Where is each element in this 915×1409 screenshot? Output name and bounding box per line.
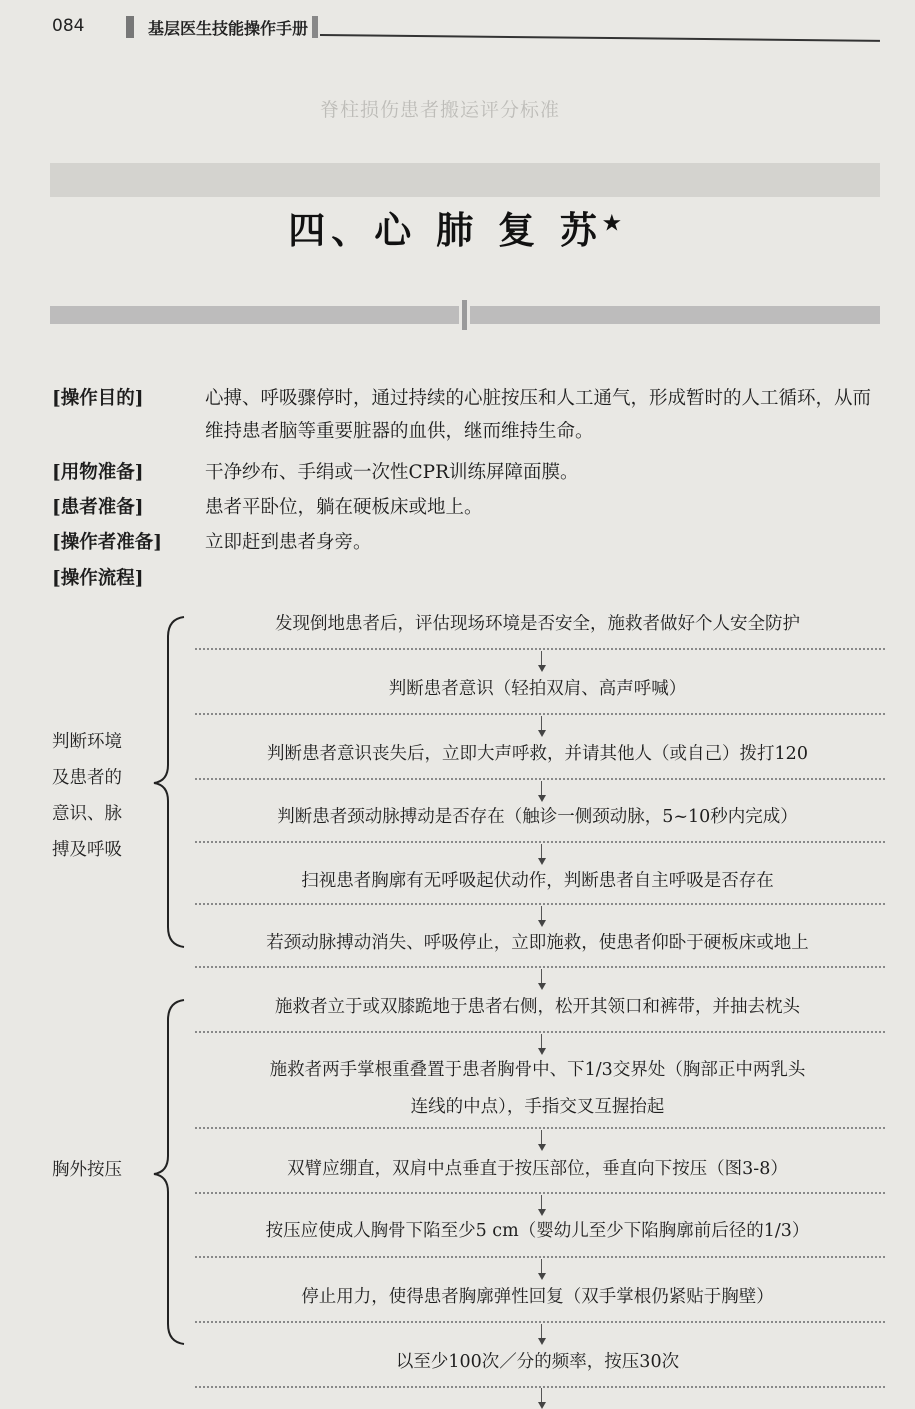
divider-notch (459, 300, 470, 330)
down-arrow-icon (538, 906, 546, 928)
flow-step: 按压应使成人胸骨下陷至少5 cm（婴幼儿至少下陷胸廓前后径的1/3） (265, 1221, 810, 1241)
field-text: 立即赶到患者身旁。 (205, 532, 372, 553)
flow-step: 发现倒地患者后，评估现场环境是否安全，施救者做好个人安全防护 (275, 614, 800, 634)
page-number: 084 (52, 16, 85, 36)
section-divider (50, 306, 880, 324)
down-arrow-icon (538, 716, 546, 738)
flow-step: 双臂应绷直，双肩中点垂直于按压部位，垂直向下按压（图3-8） (287, 1159, 788, 1179)
star-icon: ★ (602, 210, 627, 235)
group-label-assess (52, 724, 122, 868)
group-label-line: 胸外按压 (52, 1160, 122, 1180)
dotted-divider (195, 648, 885, 650)
down-arrow-icon (538, 1259, 546, 1281)
down-arrow-icon (538, 969, 546, 991)
header-bar-2 (312, 16, 318, 38)
dotted-divider (195, 966, 885, 968)
field-label: [用物准备] (52, 462, 144, 483)
bleed-through-band (50, 163, 880, 197)
dotted-divider (195, 713, 885, 715)
flow-step: 施救者两手掌根重叠置于患者胸骨中、下1/3交界处（胸部正中两乳头 (269, 1060, 806, 1080)
down-arrow-icon (538, 651, 546, 673)
down-arrow-icon (538, 1324, 546, 1346)
down-arrow-icon (538, 1388, 546, 1400)
dotted-divider (195, 1192, 885, 1194)
group-label-compression (52, 1152, 122, 1188)
down-arrow-icon (538, 1034, 546, 1056)
group-2-brace (150, 998, 190, 1348)
flow-step: 施救者立于或双膝跪地于患者右侧，松开其领口和裤带，并抽去枕头 (275, 997, 800, 1017)
group-label-line: 及患者的 (52, 768, 122, 788)
field-label: [患者准备] (52, 497, 144, 518)
section-title (0, 200, 915, 254)
section-title-text: 四、心 肺 复 苏 (288, 208, 603, 252)
dotted-divider (195, 1127, 885, 1129)
down-arrow-icon (538, 1130, 546, 1152)
bleed-through-title: 脊柱损伤患者搬运评分标准 (320, 99, 561, 121)
field-label: [操作目的] (52, 388, 144, 409)
dotted-divider (195, 841, 885, 843)
dotted-divider (195, 1321, 885, 1323)
down-arrow-icon (538, 781, 546, 803)
flow-step: 判断患者颈动脉搏动是否存在（触诊一侧颈动脉，5~10秒内完成） (277, 807, 798, 827)
book-title: 基层医生技能操作手册 (148, 19, 309, 38)
flow-step: 判断患者意识（轻拍双肩、高声呼喊） (388, 679, 687, 699)
group-1-brace (150, 615, 190, 950)
group-label-line: 意识、脉 (52, 804, 122, 824)
field-text: 患者平卧位，躺在硬板床或地上。 (205, 497, 483, 518)
field-text: 心搏、呼吸骤停时，通过持续的心脏按压和人工通气，形成暂时的人工循环，从而维持患者脑等重要脏器的血供，继而维持生命。 (205, 388, 872, 442)
dotted-divider (195, 1031, 885, 1033)
down-arrow-icon (538, 844, 546, 866)
flow-step: 扫视患者胸廓有无呼吸起伏动作，判断患者自主呼吸是否存在 (301, 871, 774, 891)
group-label-line: 搏及呼吸 (52, 840, 122, 860)
flow-step: 停止用力，使得患者胸廓弹性回复（双手掌根仍紧贴于胸壁） (301, 1287, 774, 1307)
group-label-line: 判断环境 (52, 732, 122, 752)
down-arrow-icon (538, 1195, 546, 1217)
field-label: [操作者准备] (52, 532, 163, 553)
flow-step: 以至少100次／分的频率，按压30次 (395, 1352, 680, 1372)
page-header (50, 12, 880, 42)
flow-step: 连线的中点），手指交叉互握抬起 (410, 1097, 665, 1117)
dotted-divider (195, 903, 885, 905)
dotted-divider (195, 778, 885, 780)
flow-step: 若颈动脉搏动消失、呼吸停止，立即施救，使患者仰卧于硬板床或地上 (266, 933, 809, 953)
field-label: [操作流程] (52, 568, 144, 589)
header-bar (126, 16, 134, 38)
header-rule (320, 34, 880, 42)
dotted-divider (195, 1256, 885, 1258)
flow-step: 判断患者意识丧失后，立即大声呼救，并请其他人（或自己）拨打120 (267, 744, 808, 764)
field-text: 干净纱布、手绢或一次性CPR训练屏障面膜。 (205, 462, 579, 483)
